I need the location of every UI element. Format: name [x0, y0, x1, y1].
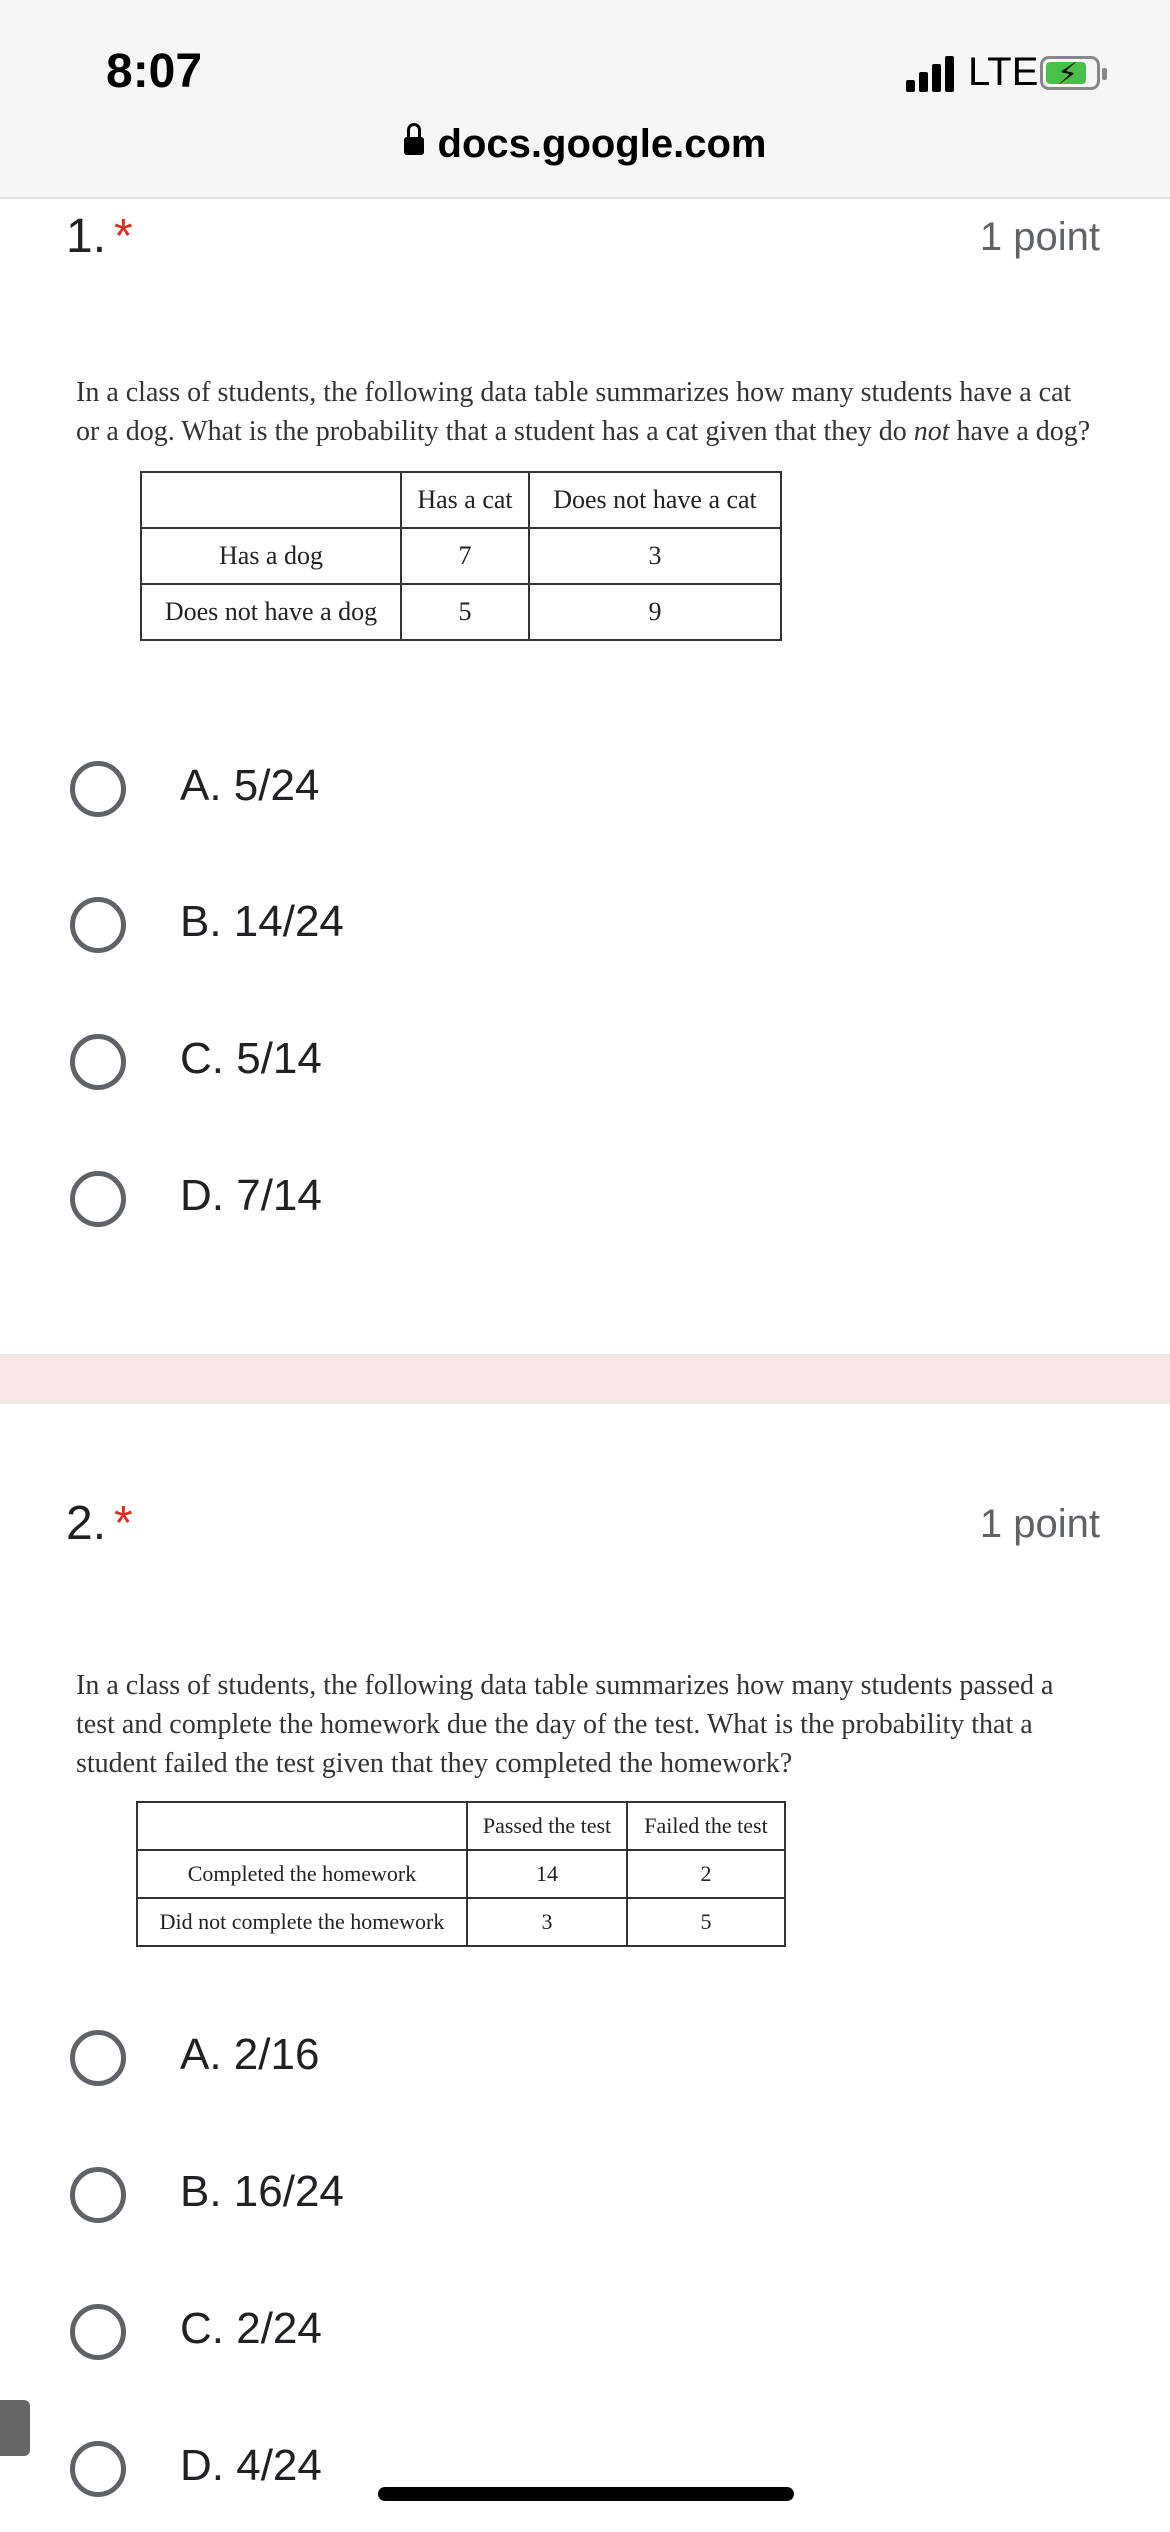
table-cell: 9	[529, 584, 781, 640]
table-header-row	[137, 1802, 785, 1850]
section-separator	[0, 1356, 1170, 1402]
table-cell: 3	[529, 528, 781, 584]
radio-button[interactable]	[70, 1034, 126, 1090]
option-label: B. 16/24	[180, 2167, 344, 2216]
table-cell: 5	[627, 1898, 785, 1946]
table-header-cell	[141, 472, 401, 528]
table-row-label: Completed the homework	[137, 1850, 467, 1898]
question-points: 1 point	[979, 215, 1100, 259]
url-text: docs.google.com	[437, 122, 767, 166]
question-number	[66, 209, 133, 264]
option-label: B. 14/24	[180, 897, 344, 946]
table-row	[141, 584, 781, 640]
data-table	[140, 471, 782, 641]
table-header-cell: Has a cat	[401, 472, 529, 528]
required-asterisk: *	[114, 210, 133, 263]
option-label: C. 2/24	[180, 2304, 322, 2353]
question-prompt	[76, 1666, 1098, 1783]
prompt-emphasis: not	[913, 416, 950, 447]
table-row-label: Has a dog	[141, 528, 401, 584]
option-label: D. 7/14	[180, 1171, 322, 1220]
side-tab-handle[interactable]	[0, 2400, 30, 2456]
required-asterisk: *	[114, 1497, 133, 1550]
question-number-text: 2.	[66, 1497, 107, 1550]
radio-button[interactable]	[70, 761, 126, 817]
question-prompt	[76, 373, 1098, 451]
radio-button[interactable]	[70, 1171, 126, 1227]
option-label: D. 4/24	[180, 2441, 322, 2490]
radio-button[interactable]	[70, 2167, 126, 2223]
lock-icon	[404, 137, 424, 155]
table-cell: 5	[401, 584, 529, 640]
home-indicator[interactable]	[378, 2487, 794, 2501]
table-row	[137, 1850, 785, 1898]
question-number	[66, 1496, 133, 1551]
prompt-text: In a class of students, the following data table summarizes how many students passed a test and complete the homework due the day of the test. What is the probability that a student failed the test given that they completed the homework?	[76, 1670, 1054, 1779]
question-image	[76, 373, 1098, 641]
option-label: A. 5/24	[180, 761, 320, 810]
question-card-1	[0, 199, 1170, 1355]
table-row	[141, 528, 781, 584]
table-cell: 2	[627, 1850, 785, 1898]
table-cell: 14	[467, 1850, 627, 1898]
battery-charging-icon: ⚡	[1040, 56, 1100, 90]
status-time: 8:07	[106, 45, 203, 98]
option-label: A. 2/16	[180, 2030, 320, 2079]
radio-button[interactable]	[70, 2304, 126, 2360]
radio-button[interactable]	[70, 897, 126, 953]
status-and-url-bar	[0, 0, 1170, 199]
table-header-cell: Failed the test	[627, 1802, 785, 1850]
prompt-text-end: have a dog?	[949, 416, 1091, 447]
network-type: LTE	[968, 50, 1039, 94]
radio-button[interactable]	[70, 2441, 126, 2497]
table-header-cell	[137, 1802, 467, 1850]
table-row-label: Does not have a dog	[141, 584, 401, 640]
question-number-text: 1.	[66, 210, 107, 263]
signal-icon	[906, 56, 958, 92]
table-header-cell: Does not have a cat	[529, 472, 781, 528]
table-header-cell: Passed the test	[467, 1802, 627, 1850]
table-cell: 7	[401, 528, 529, 584]
table-cell: 3	[467, 1898, 627, 1946]
question-image	[76, 1666, 1098, 1947]
address-bar[interactable]	[0, 122, 1170, 167]
table-header-row	[141, 472, 781, 528]
radio-button[interactable]	[70, 2030, 126, 2086]
data-table	[136, 1801, 786, 1947]
table-row-label: Did not complete the homework	[137, 1898, 467, 1946]
question-card-2	[0, 1404, 1170, 2532]
prompt-text: In a class of students, the following data table summarizes how many students have a cat or a dog. What is the probability that a student has a cat given that they do	[76, 377, 1072, 447]
option-label: C. 5/14	[180, 1034, 322, 1083]
question-points: 1 point	[979, 1502, 1100, 1546]
table-row	[137, 1898, 785, 1946]
